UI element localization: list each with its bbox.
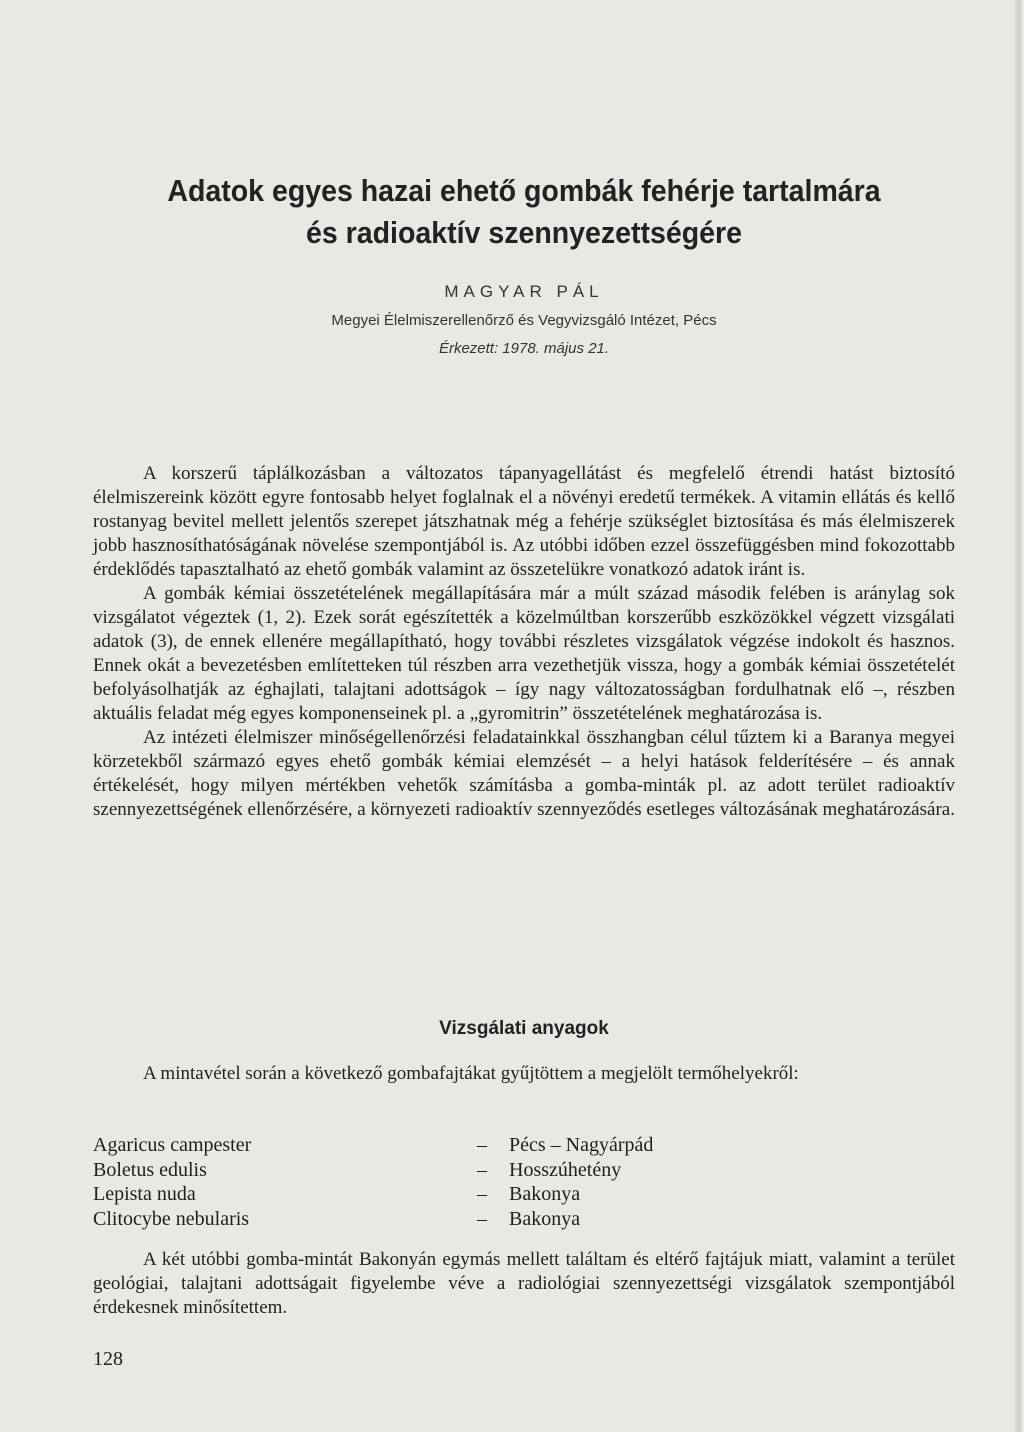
introduction — [93, 462, 955, 822]
dash: – — [477, 1207, 487, 1230]
institution: Megyei Élelmiszerellenőrző és Vegyvizsgáló Intézet, Pécs — [331, 312, 717, 329]
species-name: Clitocybe nebularis — [93, 1207, 250, 1230]
species-location: Bakonya — [509, 1207, 581, 1230]
page-edge — [1014, 0, 1024, 1432]
species-name: Lepista nuda — [93, 1183, 196, 1205]
species-location: Bakonya — [509, 1183, 581, 1205]
species-location: Hosszúhetény — [509, 1158, 622, 1181]
title-line-2: és radioaktív szennyezettségére — [306, 215, 742, 250]
page-number: 128 — [93, 1348, 123, 1370]
paragraph: Az intézeti élelmiszer minőségellenőrzési feladatainkkal összhangban célul tűztem ki a Baranya megyei körzetekből származó egyes ehető gombák kémiai elemzését – a helyi hatások felderítésére – és annak értékelését, hogy milyen mértékben vehetők számításba a gomba-minták pl. az adott terület radioaktív szennyezettségének ellenőrzésére, a környezeti radioaktív szennyeződés esetleges változásának meghatározására. — [93, 727, 955, 820]
paragraph: A mintavétel során a következő gombafajtákat gyűjtöttem a megjelölt termőhelyekről: — [143, 1063, 799, 1084]
species-location: Pécs – Nagyárpád — [509, 1134, 654, 1156]
paragraph: A gombák kémiai összetételének megállapítására már a múlt század második felében is aránylag sok vizsgálatot végeztek (1, 2). Ezek sorát egészítették a közelmúltban korszerűbb eszközökkel végzett vizsgálati adatok (3), de ennek ellenére megállapítható, hogy további részletes vizsgálatok végzése indokolt és hasznos. Ennek okát a bevezetésben említetteken túl részben arra vezethetjük vissza, hogy a gombák kémiai összetételét befolyásolhatják az éghajlati, talajtani adottságok – így nagy változatosságban fordulhatnak elő –, részben aktuális feladat még egyes komponenseinek pl. a „gyromitrin” összetételének meghatározása is. — [93, 583, 955, 724]
paragraph: A két utóbbi gomba-mintát Bakonyán egymás mellett találtam és eltérő fajtájuk miatt, valamint a terület geológiai, talajtani adottságait figyelembe véve a radiológiai szennyezettségi vizsgálatok szempontjából érdekesnek minősítettem. — [93, 1249, 955, 1318]
paragraph: A korszerű táplálkozásban a változatos tápanyagellátást és megfelelő étrendi hatást biztosító élelmiszereink között egyre fontosabb helyet foglalnak el a növényi eredetű termékek. A vitamin ellátás és kellő rostanyag bevitel mellett jelentős szerepet játszhatnak még a fehérje szükséglet biztosítása és más élelmiszerek jobb hasznosíthatóságának növelése szempontjából is. Az utóbbi időben ezzel összefüggésben mind fokozottabb érdeklődés tapasztalható az ehető gombák valamint az összetelükre vonatkozó adatok iránt is. — [93, 463, 955, 580]
closing-paragraph — [93, 1248, 955, 1320]
author: MAGYAR PÁL — [444, 282, 604, 301]
dash: – — [477, 1183, 487, 1205]
list-item — [93, 1207, 693, 1232]
materials-intro — [93, 1062, 955, 1086]
species-list — [93, 1133, 693, 1231]
article-title — [127, 170, 922, 254]
list-item — [93, 1182, 693, 1207]
section-heading: Vizsgálati anyagok — [439, 1018, 609, 1039]
list-item — [93, 1133, 693, 1158]
species-name: Agaricus campester — [93, 1134, 252, 1156]
received-date: Érkezett: 1978. május 21. — [438, 340, 610, 357]
dash: – — [477, 1134, 487, 1156]
dash: – — [477, 1158, 487, 1181]
species-name: Boletus edulis — [93, 1158, 207, 1181]
list-item — [93, 1158, 693, 1183]
title-line-1: Adatok egyes hazai ehető gombák fehérje tartalmára — [167, 173, 881, 208]
